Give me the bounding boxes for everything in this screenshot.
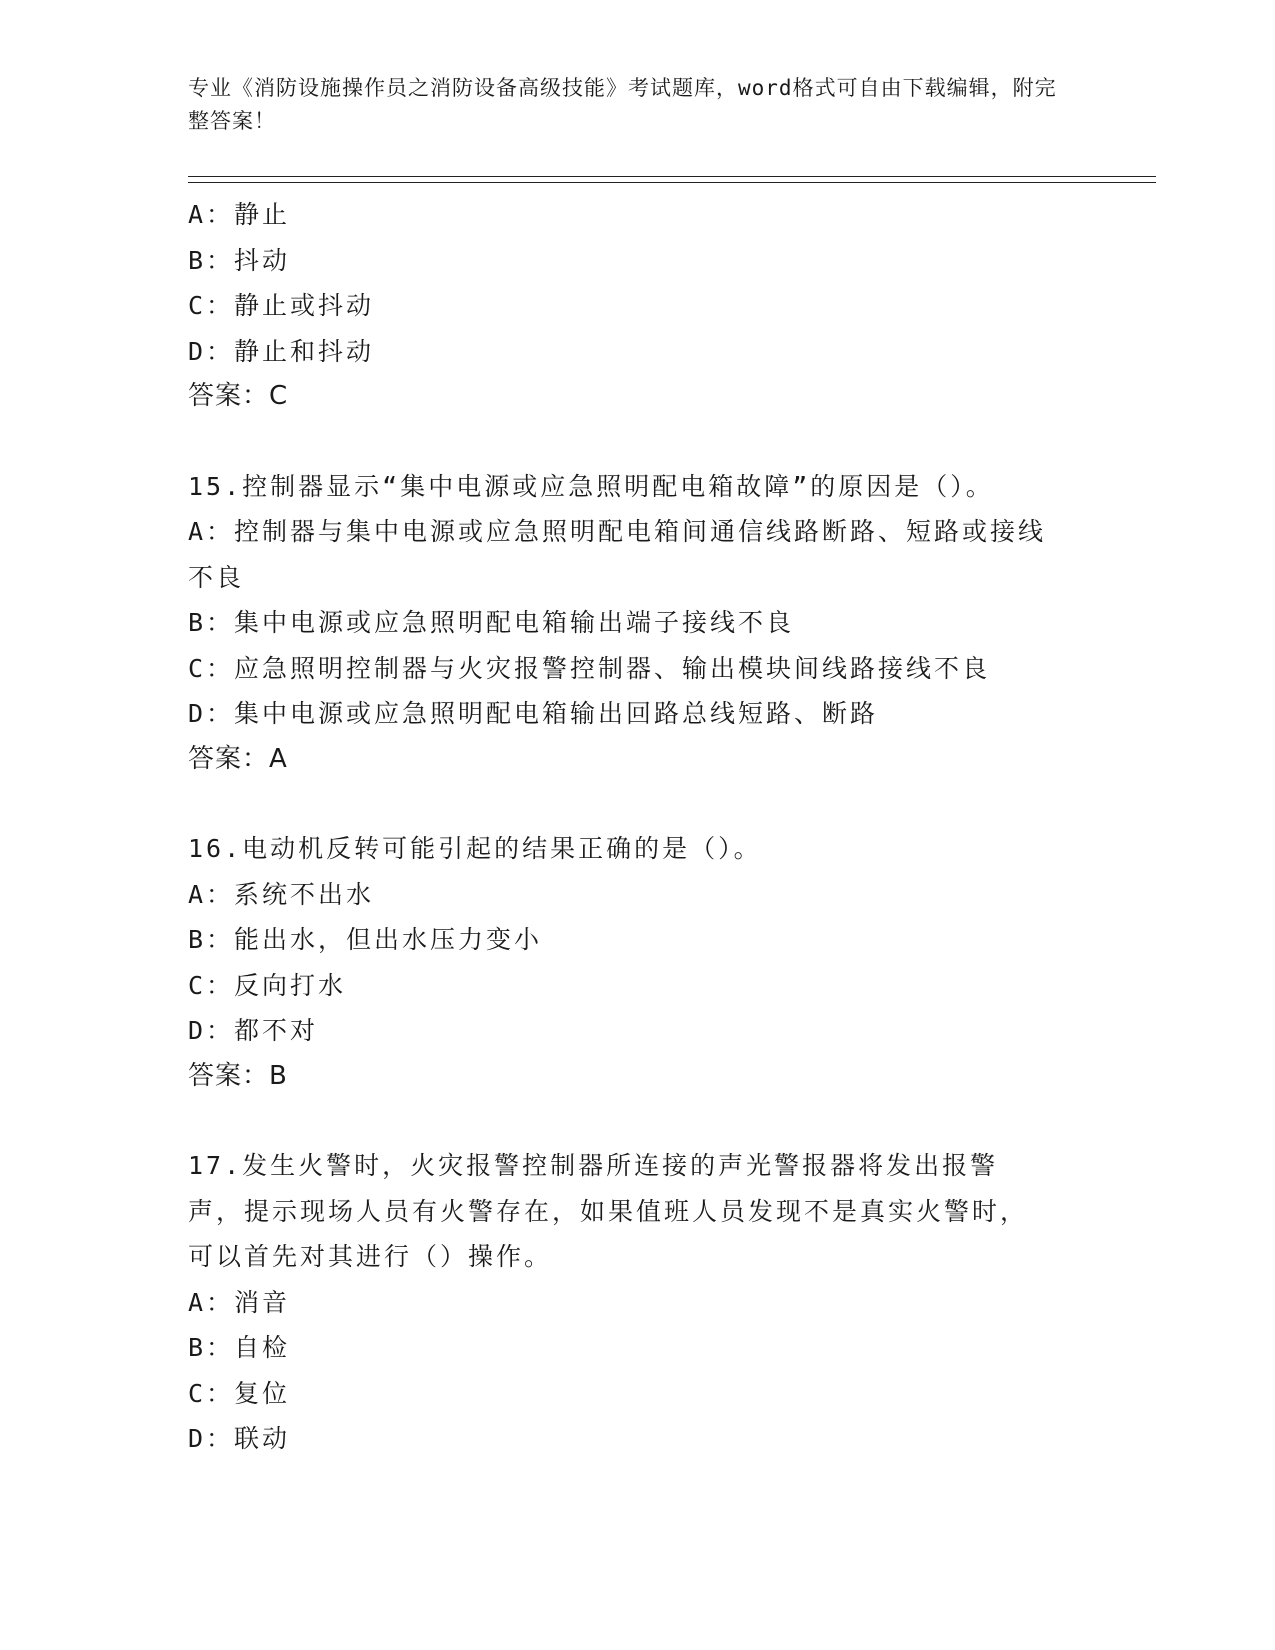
option-d: D：都不对 [188,1016,319,1045]
question-16 [188,826,1088,1099]
question-14 [188,192,1088,420]
question-15 [188,464,1088,783]
answer-line: 答案：C [188,381,289,411]
option-a: A：控制器与集中电源或应急照明配电箱间通信线路断路、短路或接线不良 [188,517,1047,592]
question-stem: 15.控制器显示“集中电源或应急照明配电箱故障”的原因是（）。 [188,471,994,501]
option-d: D：联动 [188,1424,291,1453]
option-b: B：自检 [188,1333,291,1362]
question-stem: 17.发生火警时，火灾报警控制器所连接的声光警报器将发出报警声，提示现场人员有火警存在，如果值班人员发现不是真实火警时，可以首先对其进行（）操作。 [188,1151,1029,1271]
document-header: 专业《消防设施操作员之消防设备高级技能》考试题库，word格式可自由下载编辑，附完整答案！ [188,76,1057,133]
answer-line: 答案：B [188,1060,288,1091]
option-c: C：反向打水 [188,970,347,1000]
question-list [188,192,1088,1462]
header-divider-top [188,176,1156,177]
option-b: B：抖动 [188,245,291,275]
header-divider-bottom [188,182,1156,183]
option-b: B：能出水，但出水压力变小 [188,925,543,954]
answer-line: 答案：A [188,743,288,774]
option-a: A：消音 [188,1287,291,1317]
option-b: B：集中电源或应急照明配电箱输出端子接线不良 [188,608,795,637]
option-c: C：静止或抖动 [188,291,375,320]
option-c: C：应急照明控制器与火灾报警控制器、输出模块间线路接线不良 [188,653,991,683]
question-17 [188,1143,1088,1462]
option-d: D：集中电源或应急照明配电箱输出回路总线短路、断路 [188,699,879,728]
option-a: A：静止 [188,200,291,229]
option-a: A：系统不出水 [188,879,375,909]
option-c: C：复位 [188,1378,291,1408]
question-stem: 16.电动机反转可能引起的结果正确的是（）。 [188,834,762,863]
option-d: D：静止和抖动 [188,336,375,366]
